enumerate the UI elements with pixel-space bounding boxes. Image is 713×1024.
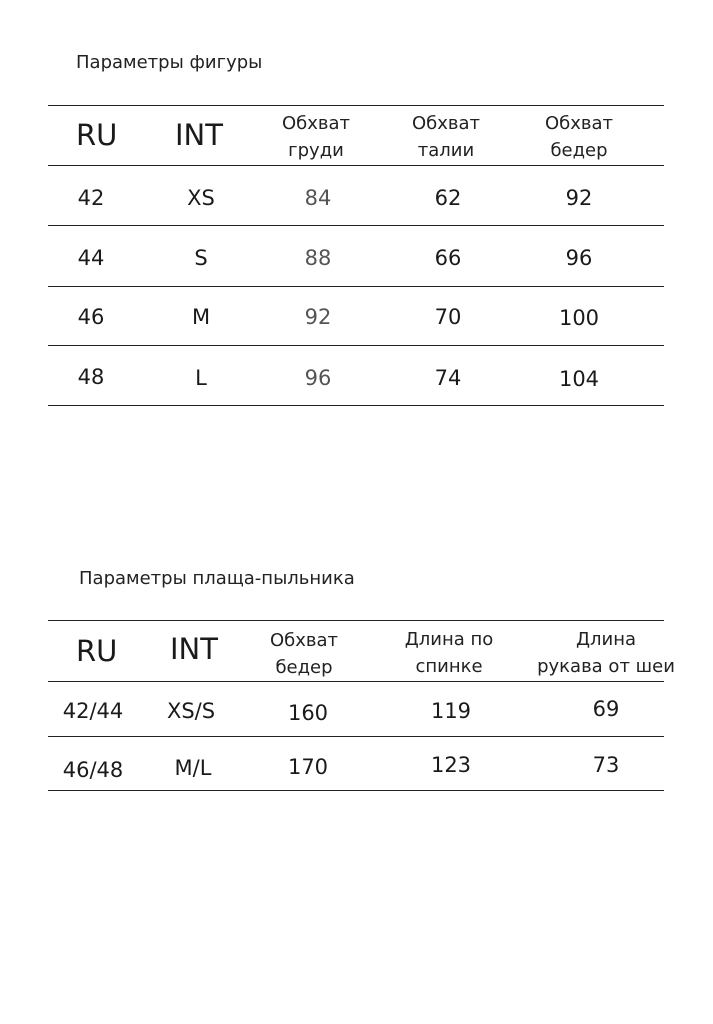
header-hips: Обхват бедер <box>269 630 339 678</box>
table-divider <box>48 405 664 406</box>
cell-int: XS/S <box>166 699 216 723</box>
header-sleeve-length: Длина рукава от шеи <box>537 629 675 677</box>
cell-sleeve-length: 69 <box>592 697 620 721</box>
cell-int: L <box>195 366 207 390</box>
table-divider <box>48 105 664 106</box>
cell-hips: 170 <box>287 755 329 779</box>
table-divider <box>48 345 664 346</box>
cell-back-length: 123 <box>430 753 472 777</box>
table-divider <box>48 736 664 737</box>
cell-hips: 92 <box>565 186 593 210</box>
cell-waist: 74 <box>434 366 462 390</box>
cell-bust: 84 <box>304 186 332 210</box>
cell-hips: 160 <box>287 701 329 725</box>
cell-bust: 96 <box>304 366 332 390</box>
cell-sleeve-length: 73 <box>592 753 620 777</box>
cell-ru: 48 <box>77 365 105 389</box>
header-back-length: Длина по спинке <box>404 629 494 677</box>
table-divider <box>48 681 664 682</box>
cell-int: M/L <box>174 756 212 780</box>
cell-waist: 62 <box>434 186 462 210</box>
figure-params-title: Параметры фигуры <box>76 52 263 73</box>
table-divider <box>48 225 664 226</box>
cell-bust: 92 <box>304 305 332 329</box>
cell-int: M <box>191 305 211 329</box>
coat-params-title: Параметры плаща-пыльника <box>79 568 355 589</box>
cell-ru: 46/48 <box>62 758 124 782</box>
cell-ru: 42/44 <box>62 699 124 723</box>
header-int: INT <box>175 118 223 152</box>
header-bust: Обхват груди <box>281 113 351 161</box>
header-waist: Обхват талии <box>411 113 481 161</box>
cell-int: S <box>194 246 208 270</box>
header-ru: RU <box>76 118 118 152</box>
cell-back-length: 119 <box>430 699 472 723</box>
cell-ru: 42 <box>77 186 105 210</box>
cell-hips: 104 <box>558 367 600 391</box>
header-int: INT <box>170 632 218 666</box>
cell-hips: 100 <box>558 306 600 330</box>
table-divider <box>48 165 664 166</box>
table-divider <box>48 790 664 791</box>
cell-ru: 46 <box>77 305 105 329</box>
header-hips: Обхват бедер <box>544 113 614 161</box>
cell-bust: 88 <box>304 246 332 270</box>
cell-hips: 96 <box>565 246 593 270</box>
cell-int: XS <box>187 186 215 210</box>
cell-waist: 66 <box>434 246 462 270</box>
cell-waist: 70 <box>434 305 462 329</box>
header-ru: RU <box>76 634 118 668</box>
table-divider <box>48 286 664 287</box>
cell-ru: 44 <box>77 246 105 270</box>
table-divider <box>48 620 664 621</box>
